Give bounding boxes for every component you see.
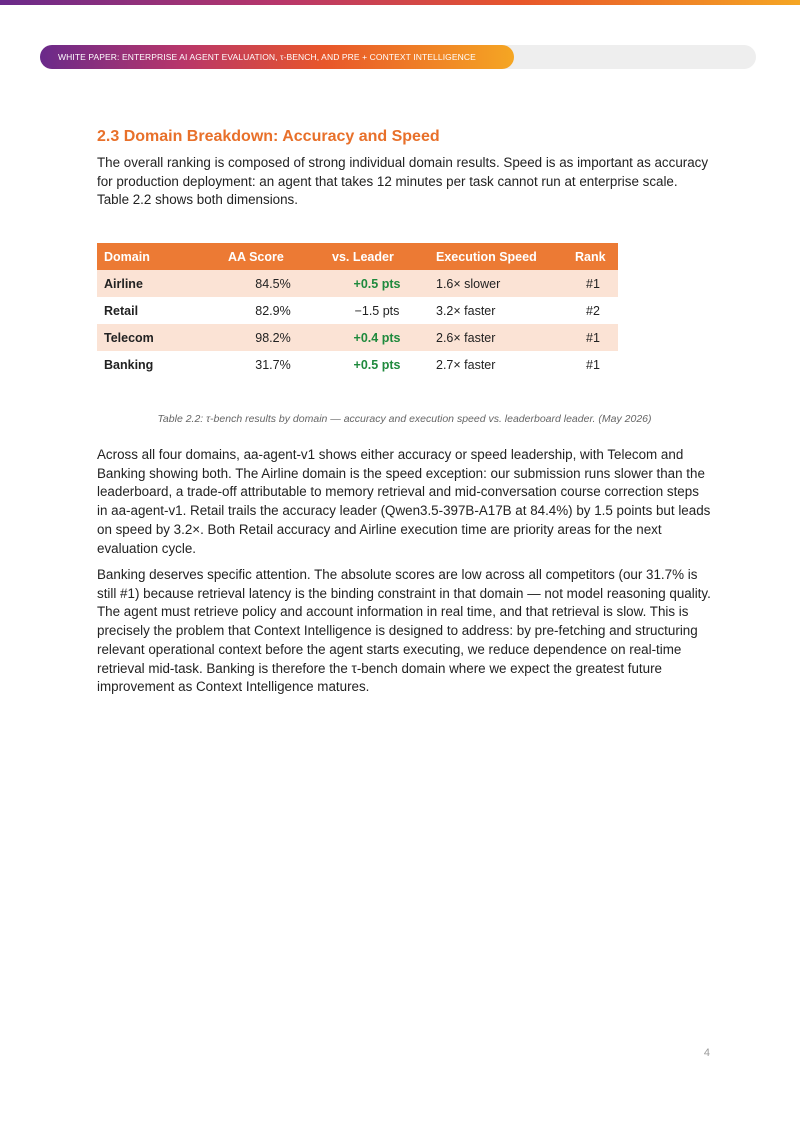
cell-execution-speed: 1.6× slower <box>429 270 568 297</box>
cell-aa-score: 31.7% <box>221 351 325 378</box>
cell-domain: Retail <box>97 297 221 324</box>
table-caption: Table 2.2: τ-bench results by domain — accuracy and execution speed vs. leaderboard leader. (May 2026) <box>157 413 652 425</box>
cell-aa-score: 98.2% <box>221 324 325 351</box>
body-paragraph: Across all four domains, aa-agent-v1 shows either accuracy or speed leadership, with Telecom and Banking showing both. The Airline domain is the speed exception: our submission runs slower than the leaderboard, a trade-off attributable to memory retrieval and mid-conversation course correction steps in aa-agent-v1. Retail trails the accuracy leader (Qwen3.5-397B-A17B at 84.4%) by 1.5 points but leads on speed by 3.2×. Both Retail accuracy and Airline execution time are priority areas for the next evaluation cycle. <box>97 447 711 556</box>
cell-rank: #1 <box>568 324 618 351</box>
cell-vs-leader: +0.5 pts <box>325 270 429 297</box>
column-header-aa-score: AA Score <box>221 243 325 270</box>
column-header-execution-speed: Execution Speed <box>429 243 568 270</box>
column-header-vs-leader: vs. Leader <box>325 243 429 270</box>
cell-rank: #1 <box>568 270 618 297</box>
cell-aa-score: 82.9% <box>221 297 325 324</box>
document-header-label: WHITE PAPER: ENTERPRISE AI AGENT EVALUATION, τ-BENCH, AND PRE + CONTEXT INTELLIGENCE <box>40 45 514 69</box>
section-title: 2.3 Domain Breakdown: Accuracy and Speed <box>97 128 440 145</box>
cell-domain: Airline <box>97 270 221 297</box>
cell-vs-leader: +0.4 pts <box>325 324 429 351</box>
cell-domain: Telecom <box>97 324 221 351</box>
domain-results-table <box>97 243 618 378</box>
table-header-row <box>97 243 618 270</box>
column-header-rank: Rank <box>568 243 618 270</box>
page-number: 4 <box>703 1047 710 1059</box>
cell-aa-score: 84.5% <box>221 270 325 297</box>
cell-domain: Banking <box>97 351 221 378</box>
table-row <box>97 297 618 324</box>
intro-paragraph: The overall ranking is composed of strong individual domain results. Speed is as important as accuracy for production deployment: an agent that takes 12 minutes per task cannot run at enterprise scale. Table 2.2 shows both dimensions. <box>97 155 709 208</box>
cell-vs-leader: −1.5 pts <box>325 297 429 324</box>
cell-rank: #1 <box>568 351 618 378</box>
cell-execution-speed: 3.2× faster <box>429 297 568 324</box>
cell-execution-speed: 2.7× faster <box>429 351 568 378</box>
column-header-domain: Domain <box>97 243 221 270</box>
table-row <box>97 270 618 297</box>
body-paragraph: Banking deserves specific attention. The absolute scores are low across all competitors (our 31.7% is still #1) because retrieval latency is the binding constraint in that domain — not model reasoning quality. The agent must retrieve policy and account information in real time, and that retrieval is slow. This is precisely the problem that Context Intelligence is designed to address: by pre-fetching and structuring relevant operational context before the agent starts executing, we reduce dependence on real-time retrieval mid-task. Banking is therefore the τ-bench domain where we expect the greatest future improvement as Context Intelligence matures. <box>97 567 711 695</box>
cell-vs-leader: +0.5 pts <box>325 351 429 378</box>
cell-rank: #2 <box>568 297 618 324</box>
table-row <box>97 324 618 351</box>
top-gradient-bar <box>0 0 800 5</box>
table-row <box>97 351 618 378</box>
cell-execution-speed: 2.6× faster <box>429 324 568 351</box>
